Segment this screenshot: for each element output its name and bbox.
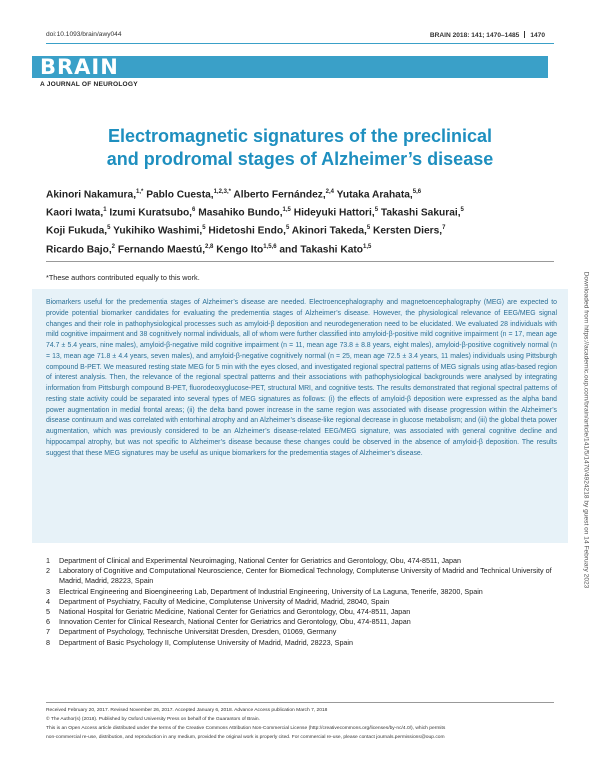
affiliation-list [46,556,556,648]
author-name: Masahiko Bundo, [198,207,283,219]
author-affiliation-marker: 5 [366,225,371,232]
affiliation-number: 2 [46,566,50,576]
author-affiliation-marker: 5 [460,207,464,214]
journal-reference [430,31,545,39]
affiliation-number: 5 [46,607,50,617]
affiliation-item [46,627,556,637]
author-affiliation-marker: 2 [111,243,116,250]
affiliation-text: Department of Psychology, Technische Universität Dresden, Dresden, 01069, Germany [59,627,337,637]
author-name: Kersten Diers, [373,225,443,237]
license-line-2[interactable]: non-commercial re-use, distribution, and reproduction in any medium, provided the original work is properly cited. For commercial re-use, please contact journals.permissions@oup.com [46,735,445,740]
author-name: Pablo Cuesta, [146,189,214,201]
author-affiliation-marker: 5 [107,225,111,232]
author-name: Izumi Kuratsubo, [109,207,193,219]
affiliation-text: Department of Basic Psychology II, Complutense University of Madrid, Madrid, 28223, Spain [59,637,354,647]
affiliation-item [46,597,556,607]
abstract-text: Biomarkers useful for the predementia stages of Alzheimer’s disease are needed. Electroencephalography and magnetoencephalography (MEG) are expected to provide potential biomarker candidates for evaluating the predementia stages of Alzheimer’s disease. However, the physiological relevance of EEG/MEG signal changes and their role in pathophysiological processes such as amyloid-β deposition and neurodegeneration need to be elucidated. We evaluated 28 individuals with mild cognitive impairment and 38 cognitively normal individuals, all of whom were further classified into amyloid-β-positive mild cognitive impairment (n = 17, mean age 74.7 ± 5.4 years, nine males), amyloid-β-negative mild cognitive impairment (n = 11, mean age 73.8 ± 8.8 years, eight males), amyloid-β-positive cognitively normal (n = 13, mean age 71.8 ± 4.4 years, seven males), and amyloid-β-negative cognitively normal (n = 25, mean age 72.5 ± 3.4 years, 11 males) individuals using Pittsburgh compound B-PET. We measured resting state MEG for 5 min with the eyes closed, and investigated regional spectral patterns of MEG signals using atlas-based region of interest analysis. Then, the relevance of the regional spectral patterns and their associations with pathophysiological backgrounds were analysed by integrating information from Pittsburgh compound B-PET, fluorodeoxyglucose-PET, structural MRI, and cognitive tests. The results demonstrated that regional spectral patterns of resting state activity could be separated into several types of MEG signatures as follows: (i) the effects of amyloid-β deposition were expressed as the alpha band power augmentation in medial frontal areas; (ii) the delta band power increase in the same region was associated with disease progression within the Alzheimer’s disease continuum and was correlated with entorhinal atrophy and an Alzheimer’s disease-like regional decrease in glucose metabolism; and (iii) the global theta power augmentation, which was previously considered to be an Alzheimer’s disease-related EEG/MEG signature, was associated with general cognitive decline and hippocampal atrophy, but was not specific to Alzheimer’s disease because these changes could be observed in the absence of amyloid-β deposition. The results suggest that these MEG signatures may be useful as unique biomarkers for the predementia stages of Alzheimer’s disease. [46,299,557,457]
author-line [46,240,566,258]
author-affiliation-marker: 1,5 [282,207,291,214]
author-affiliation-marker: 2,4 [325,189,335,195]
author-name: Takashi Sakurai, [380,207,461,219]
authors-divider [46,261,554,262]
author-name: Fernando Maestú, [117,243,206,255]
author-name: Akinori Nakamura, [46,189,137,201]
doi[interactable]: doi:10.1093/brain/awy044 [46,31,122,38]
author-line [46,221,566,239]
author-line [46,185,566,203]
affiliation-number: 4 [46,596,50,606]
affiliation-number: 3 [46,586,50,596]
page-number: 1470 [530,32,545,39]
affiliation-item [46,556,556,566]
affiliation-item [46,587,556,597]
title-line-1: Electromagnetic signatures of the preclinical [107,126,493,146]
author-name: and Takashi Kato [279,243,363,255]
author-name: Kaori Iwata, [46,207,104,219]
author-affiliation-marker: 5 [374,207,379,214]
article-title [0,125,600,171]
affiliation-item [46,617,556,627]
affiliation-item [46,566,556,586]
author-line [46,203,566,221]
header-rule [46,43,554,44]
journal-subtitle: A JOURNAL OF NEUROLOGY [40,81,138,88]
footer-rule [46,702,554,703]
affiliation-item [46,607,556,617]
equal-contribution-note: *These authors contributed equally to this work. [46,273,200,282]
affiliation-item [46,638,556,648]
affiliation-number: 1 [46,556,50,565]
author-affiliation-marker: 1,* [136,189,144,195]
article-footer [46,706,556,742]
affiliation-number: 6 [46,617,50,627]
journal-logo: BRAIN [40,55,119,79]
affiliation-text: Electrical Engineering and Bioengineering Lab, Department of Industrial Engineering, University of La Laguna, Tenerife, 38200, Spain [59,586,483,596]
author-affiliation-marker: 7 [442,225,446,232]
copyright-line: © The Author(s) (2018). Published by Oxford University Press on behalf of the Guarantors of Brain. [46,717,260,722]
author-affiliation-marker: 5 [285,225,290,232]
author-name: Yukihiko Washimi, [113,225,203,237]
affiliation-text: Department of Clinical and Experimental Neuroimaging, National Center for Geriatrics and Gerontology, Obu, 474-8511, Japan [59,556,462,565]
author-affiliation-marker: 6 [192,207,196,214]
title-line-2: and prodromal stages of Alzheimer’s disease [106,149,494,169]
affiliation-text: Innovation Center for Clinical Research, National Center for Geriatrics and Gerontology, Obu, 474-8511, Japan [59,617,411,627]
journal-citation: BRAIN 2018: 141; 1470–1485 [429,32,520,39]
author-name: Koji Fukuda, [46,225,108,237]
affiliation-number: 7 [46,627,50,637]
license-line-1[interactable]: This is an Open Access article distributed under the terms of the Creative Commons Attribution Non-Commercial License (http://creativecommons.org/licenses/by-nc/4.0/), which permits [46,726,446,731]
author-name: Yutaka Arahata, [336,189,413,201]
affiliation-text: Department of Psychiatry, Faculty of Medicine, Complutense University of Madrid, Madrid, 28040, Spain [59,596,390,606]
author-affiliation-marker: 1,2,3,* [213,189,231,195]
affiliation-number: 8 [46,637,50,647]
download-note-text: Downloaded from https://academic.oup.com/brain/article/141/5/1470/4924218 by guest on 14 February 2023 [582,271,590,589]
author-affiliation-marker: 5,6 [412,189,422,195]
author-name: Alberto Fernández, [233,189,326,201]
author-list [46,185,566,258]
received-dates: Received February 20, 2017. Revised November 26, 2017. Accepted January 6, 2018. Advance Access publication March 7, 2018 [46,708,328,713]
author-affiliation-marker: 1,5,6 [263,243,277,250]
author-name: Akinori Takeda, [291,225,367,237]
author-affiliation-marker: 1,5 [362,243,372,250]
author-affiliation-marker: 5 [202,225,206,232]
author-name: Ricardo Bajo, [46,243,112,255]
affiliation-text: National Hospital for Geriatric Medicine, National Center for Geriatrics and Gerontology, Obu, 474-8511, Japan [59,607,411,617]
header-divider [524,31,525,38]
author-name: Kengo Ito [216,243,264,255]
author-affiliation-marker: 1 [103,207,107,214]
author-name: Hidetoshi Endo, [208,225,286,237]
author-name: Hideyuki Hattori, [293,207,375,219]
author-affiliation-marker: 2,8 [205,243,214,250]
affiliation-text: Laboratory of Cognitive and Computational Neuroscience, Center for Biomedical Technology, Complutense University of Madrid and Technical University of Madrid, Madrid, 28223, Spain [59,566,552,586]
